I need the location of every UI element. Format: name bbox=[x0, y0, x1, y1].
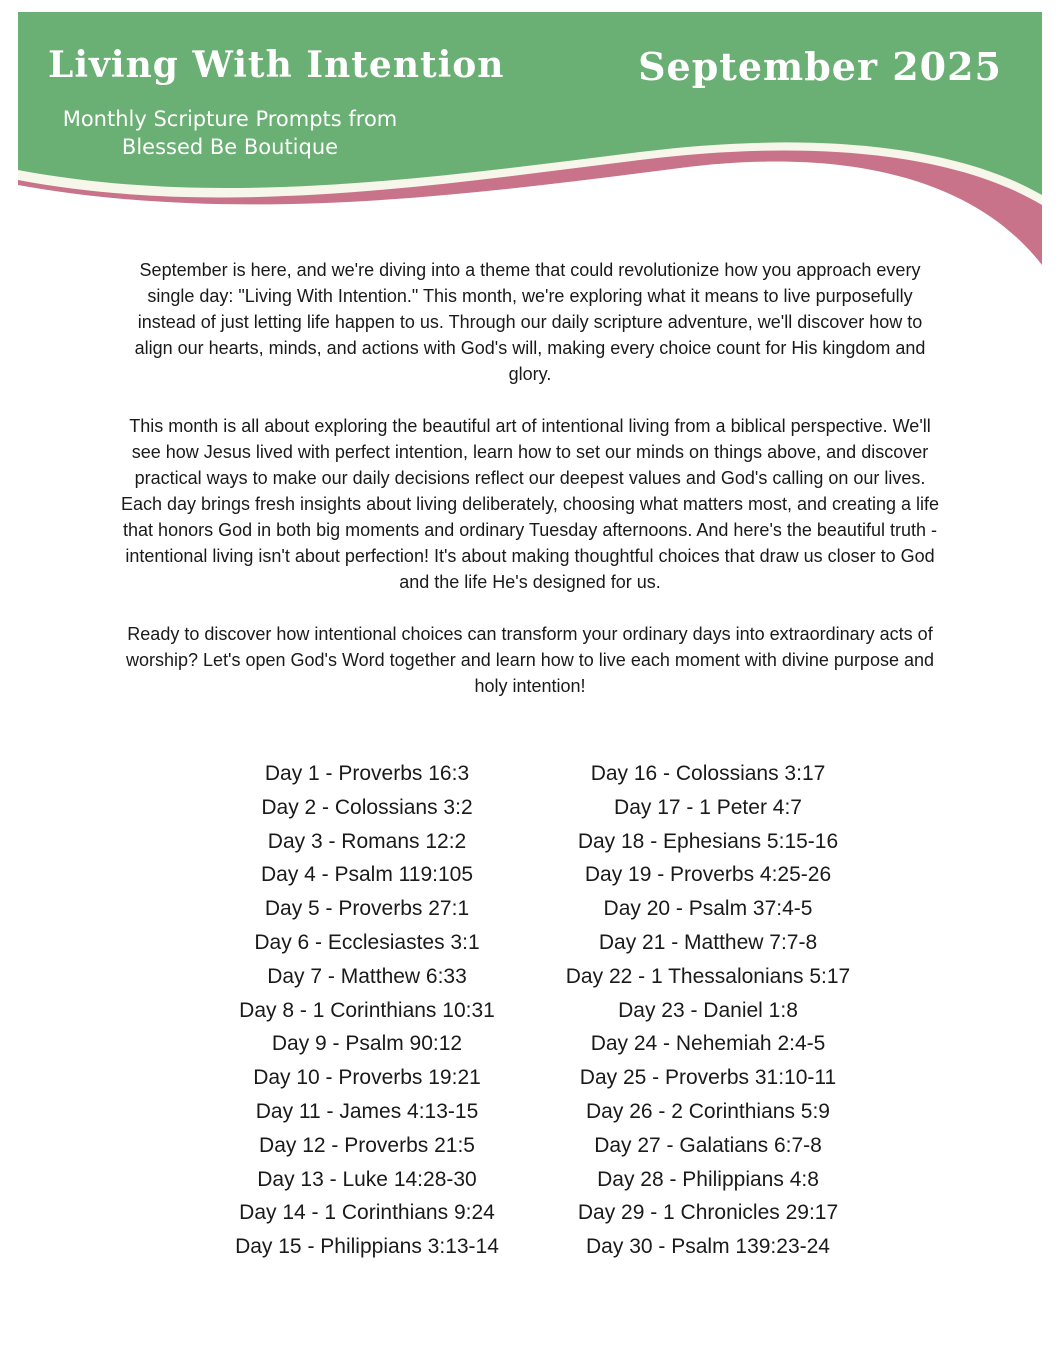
day-item: Day 7 - Matthew 6:33 bbox=[267, 964, 467, 988]
day-item: Day 10 - Proverbs 19:21 bbox=[253, 1066, 481, 1090]
day-item: Day 25 - Proverbs 31:10-11 bbox=[579, 1066, 837, 1090]
day-item: Day 27 - Galatians 6:7-8 bbox=[594, 1133, 822, 1157]
day-item: Day 16 - Colossians 3:17 bbox=[590, 762, 826, 785]
day-column-right bbox=[528, 757, 888, 1264]
day-item: Day 21 - Matthew 7:7-8 bbox=[598, 930, 818, 954]
day-item: Day 15 - Philippians 3:13-14 bbox=[235, 1235, 499, 1259]
day-item: Day 1 - Proverbs 16:3 bbox=[264, 762, 470, 785]
day-item: Day 30 - Psalm 139:23-24 bbox=[586, 1235, 830, 1259]
day-item: Day 4 - Psalm 119:105 bbox=[260, 863, 474, 887]
intro-paragraph: Ready to discover how intentional choices can transform your ordinary days into extraordinary acts of worship? Let's open God's Word together and learn how to live each moment with divine purpose and holy intention! bbox=[125, 624, 934, 696]
day-item: Day 20 - Psalm 37:4-5 bbox=[603, 897, 813, 921]
day-item: Day 23 - Daniel 1:8 bbox=[618, 998, 798, 1022]
intro-paragraph: September is here, and we're diving into a theme that could revolutionize how you approach every single day: "Living With Intention." This month, we're exploring what it means to live purposefully instead of just letting life happen to us. Through our daily scripture adventure, we'll discover how to align our hearts, minds, and actions with God's will, making every choice count for His kingdom and glory. bbox=[134, 260, 926, 384]
day-item: Day 9 - Psalm 90:12 bbox=[271, 1032, 463, 1056]
day-item: Day 14 - 1 Corinthians 9:24 bbox=[239, 1201, 495, 1225]
day-item: Day 11 - James 4:13-15 bbox=[255, 1099, 479, 1123]
month-title: September 2025 bbox=[638, 44, 1002, 89]
day-item: Day 24 - Nehemiah 2:4-5 bbox=[590, 1032, 826, 1056]
day-item: Day 17 - 1 Peter 4:7 bbox=[614, 795, 802, 819]
day-item: Day 8 - 1 Corinthians 10:31 bbox=[239, 998, 495, 1022]
page-subtitle: Monthly Scripture Prompts from Blessed Be Boutique bbox=[62, 107, 398, 159]
day-item: Day 2 - Colossians 3:2 bbox=[261, 795, 473, 819]
day-item: Day 29 - 1 Chronicles 29:17 bbox=[577, 1201, 839, 1225]
intro-paragraph: This month is all about exploring the beautiful art of intentional living from a biblical perspective. We'll see how Jesus lived with perfect intention, learn how to set our minds on things above, and discover practical ways to make our daily decisions reflect our deepest values and God's calling on our lives. Each day brings fresh insights about living deliberately, choosing what matters most, and creating a life that honors God in both big moments and ordinary Tuesday afternoons. And here's the beautiful truth - intentional living isn't about perfection! It's about making thoughtful choices that draw us closer to God and the life He's designed for us. bbox=[120, 416, 940, 592]
day-item: Day 5 - Proverbs 27:1 bbox=[264, 897, 470, 921]
day-item: Day 3 - Romans 12:2 bbox=[267, 829, 467, 853]
day-item: Day 26 - 2 Corinthians 5:9 bbox=[586, 1099, 830, 1123]
day-item: Day 6 - Ecclesiastes 3:1 bbox=[254, 930, 480, 954]
page-title: Living With Intention bbox=[48, 44, 505, 86]
day-column-left bbox=[187, 757, 547, 1264]
day-item: Day 22 - 1 Thessalonians 5:17 bbox=[565, 964, 851, 988]
intro-text bbox=[120, 257, 940, 725]
day-item: Day 18 - Ephesians 5:15-16 bbox=[577, 829, 839, 853]
day-item: Day 12 - Proverbs 21:5 bbox=[259, 1133, 475, 1157]
day-item: Day 19 - Proverbs 4:25-26 bbox=[584, 863, 832, 887]
day-item: Day 28 - Philippians 4:8 bbox=[597, 1167, 819, 1191]
day-item: Day 13 - Luke 14:28-30 bbox=[257, 1167, 477, 1191]
